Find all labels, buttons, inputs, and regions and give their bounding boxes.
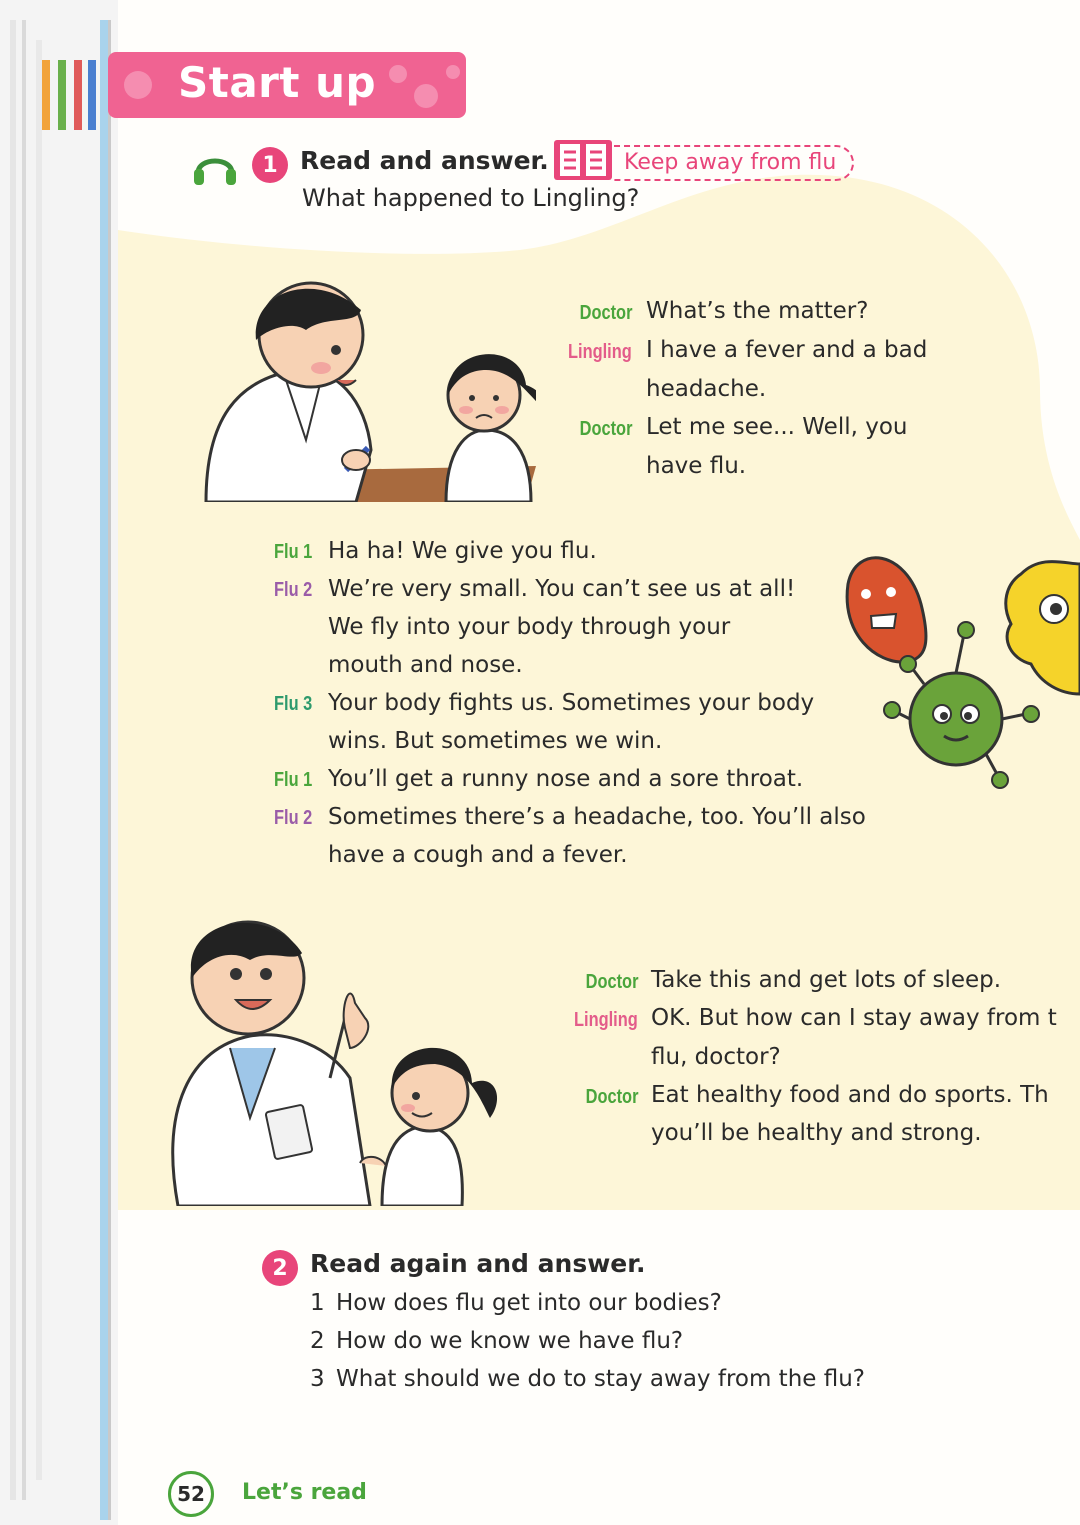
question-item: 3 What should we do to stay away from the flu? <box>310 1366 866 1392</box>
doctor-patient-illustration <box>196 270 536 502</box>
section-title: Start up <box>178 58 377 107</box>
dialogue-line: What’s the matter? <box>646 298 869 324</box>
speaker-label: Doctor <box>579 302 632 324</box>
task-question: What happened to Lingling? <box>302 184 640 212</box>
dialogue-line: Eat healthy food and do sports. Th <box>651 1082 1049 1108</box>
speaker-label: Doctor <box>579 418 632 440</box>
footer-label: Let’s read <box>242 1480 367 1505</box>
page-number: 52 <box>168 1471 214 1517</box>
dialogue-line: Take this and get lots of sleep. <box>651 967 1002 993</box>
dialogue-line: flu, doctor? <box>651 1044 781 1070</box>
speaker-label: Flu 2 <box>274 579 313 601</box>
dialogue-line: have flu. <box>646 453 747 479</box>
speaker-label: Flu 1 <box>274 769 313 791</box>
dialogue-line: have a cough and a fever. <box>328 842 628 868</box>
dialogue-line: I have a fever and a bad <box>646 337 928 363</box>
speaker-label: Lingling <box>568 341 632 363</box>
question-item: 2 How do we know we have flu? <box>310 1328 684 1354</box>
dialogue-line: wins. But sometimes we win. <box>328 728 663 754</box>
dialogue-line: You’ll get a runny nose and a sore throat. <box>328 766 804 792</box>
flu-germs-illustration <box>836 544 1080 800</box>
task-title: Read again and answer. <box>310 1249 646 1278</box>
dialogue-line: headache. <box>646 376 767 402</box>
speaker-label: Doctor <box>585 1086 638 1108</box>
dialogue-line: Your body fights us. Sometimes your body <box>328 690 815 716</box>
topic-tag: Keep away from flu <box>614 145 854 181</box>
speaker-label: Lingling <box>574 1009 638 1031</box>
dialogue-line: Ha ha! We give you flu. <box>328 538 597 564</box>
doctor-advice-illustration <box>150 908 520 1206</box>
headphones-icon[interactable] <box>192 147 238 187</box>
task-number-badge: 2 <box>262 1250 298 1286</box>
dialogue-line: We fly into your body through your <box>328 614 731 640</box>
germ-yellow <box>1006 562 1080 695</box>
question-item: 1 How does flu get into our bodies? <box>310 1290 722 1316</box>
dialogue-line: We’re very small. You can’t see us at all! <box>328 576 796 602</box>
germ-red <box>847 558 926 662</box>
task-title: Read and answer. <box>300 146 549 175</box>
dialogue-line: you’ll be healthy and strong. <box>651 1120 982 1146</box>
speaker-label: Flu 2 <box>274 807 313 829</box>
dialogue-line: mouth and nose. <box>328 652 523 678</box>
speaker-label: Flu 1 <box>274 541 313 563</box>
speaker-label: Flu 3 <box>274 693 313 715</box>
dialogue-line: Sometimes there’s a headache, too. You’ll also <box>328 804 866 830</box>
dialogue-line: Let me see... Well, you <box>646 414 908 440</box>
task-number-badge: 1 <box>252 147 288 183</box>
dialogue-line: OK. But how can I stay away from t <box>651 1005 1057 1031</box>
page-edges <box>0 0 118 1525</box>
speaker-label: Doctor <box>585 971 638 993</box>
book-icon <box>552 136 616 184</box>
